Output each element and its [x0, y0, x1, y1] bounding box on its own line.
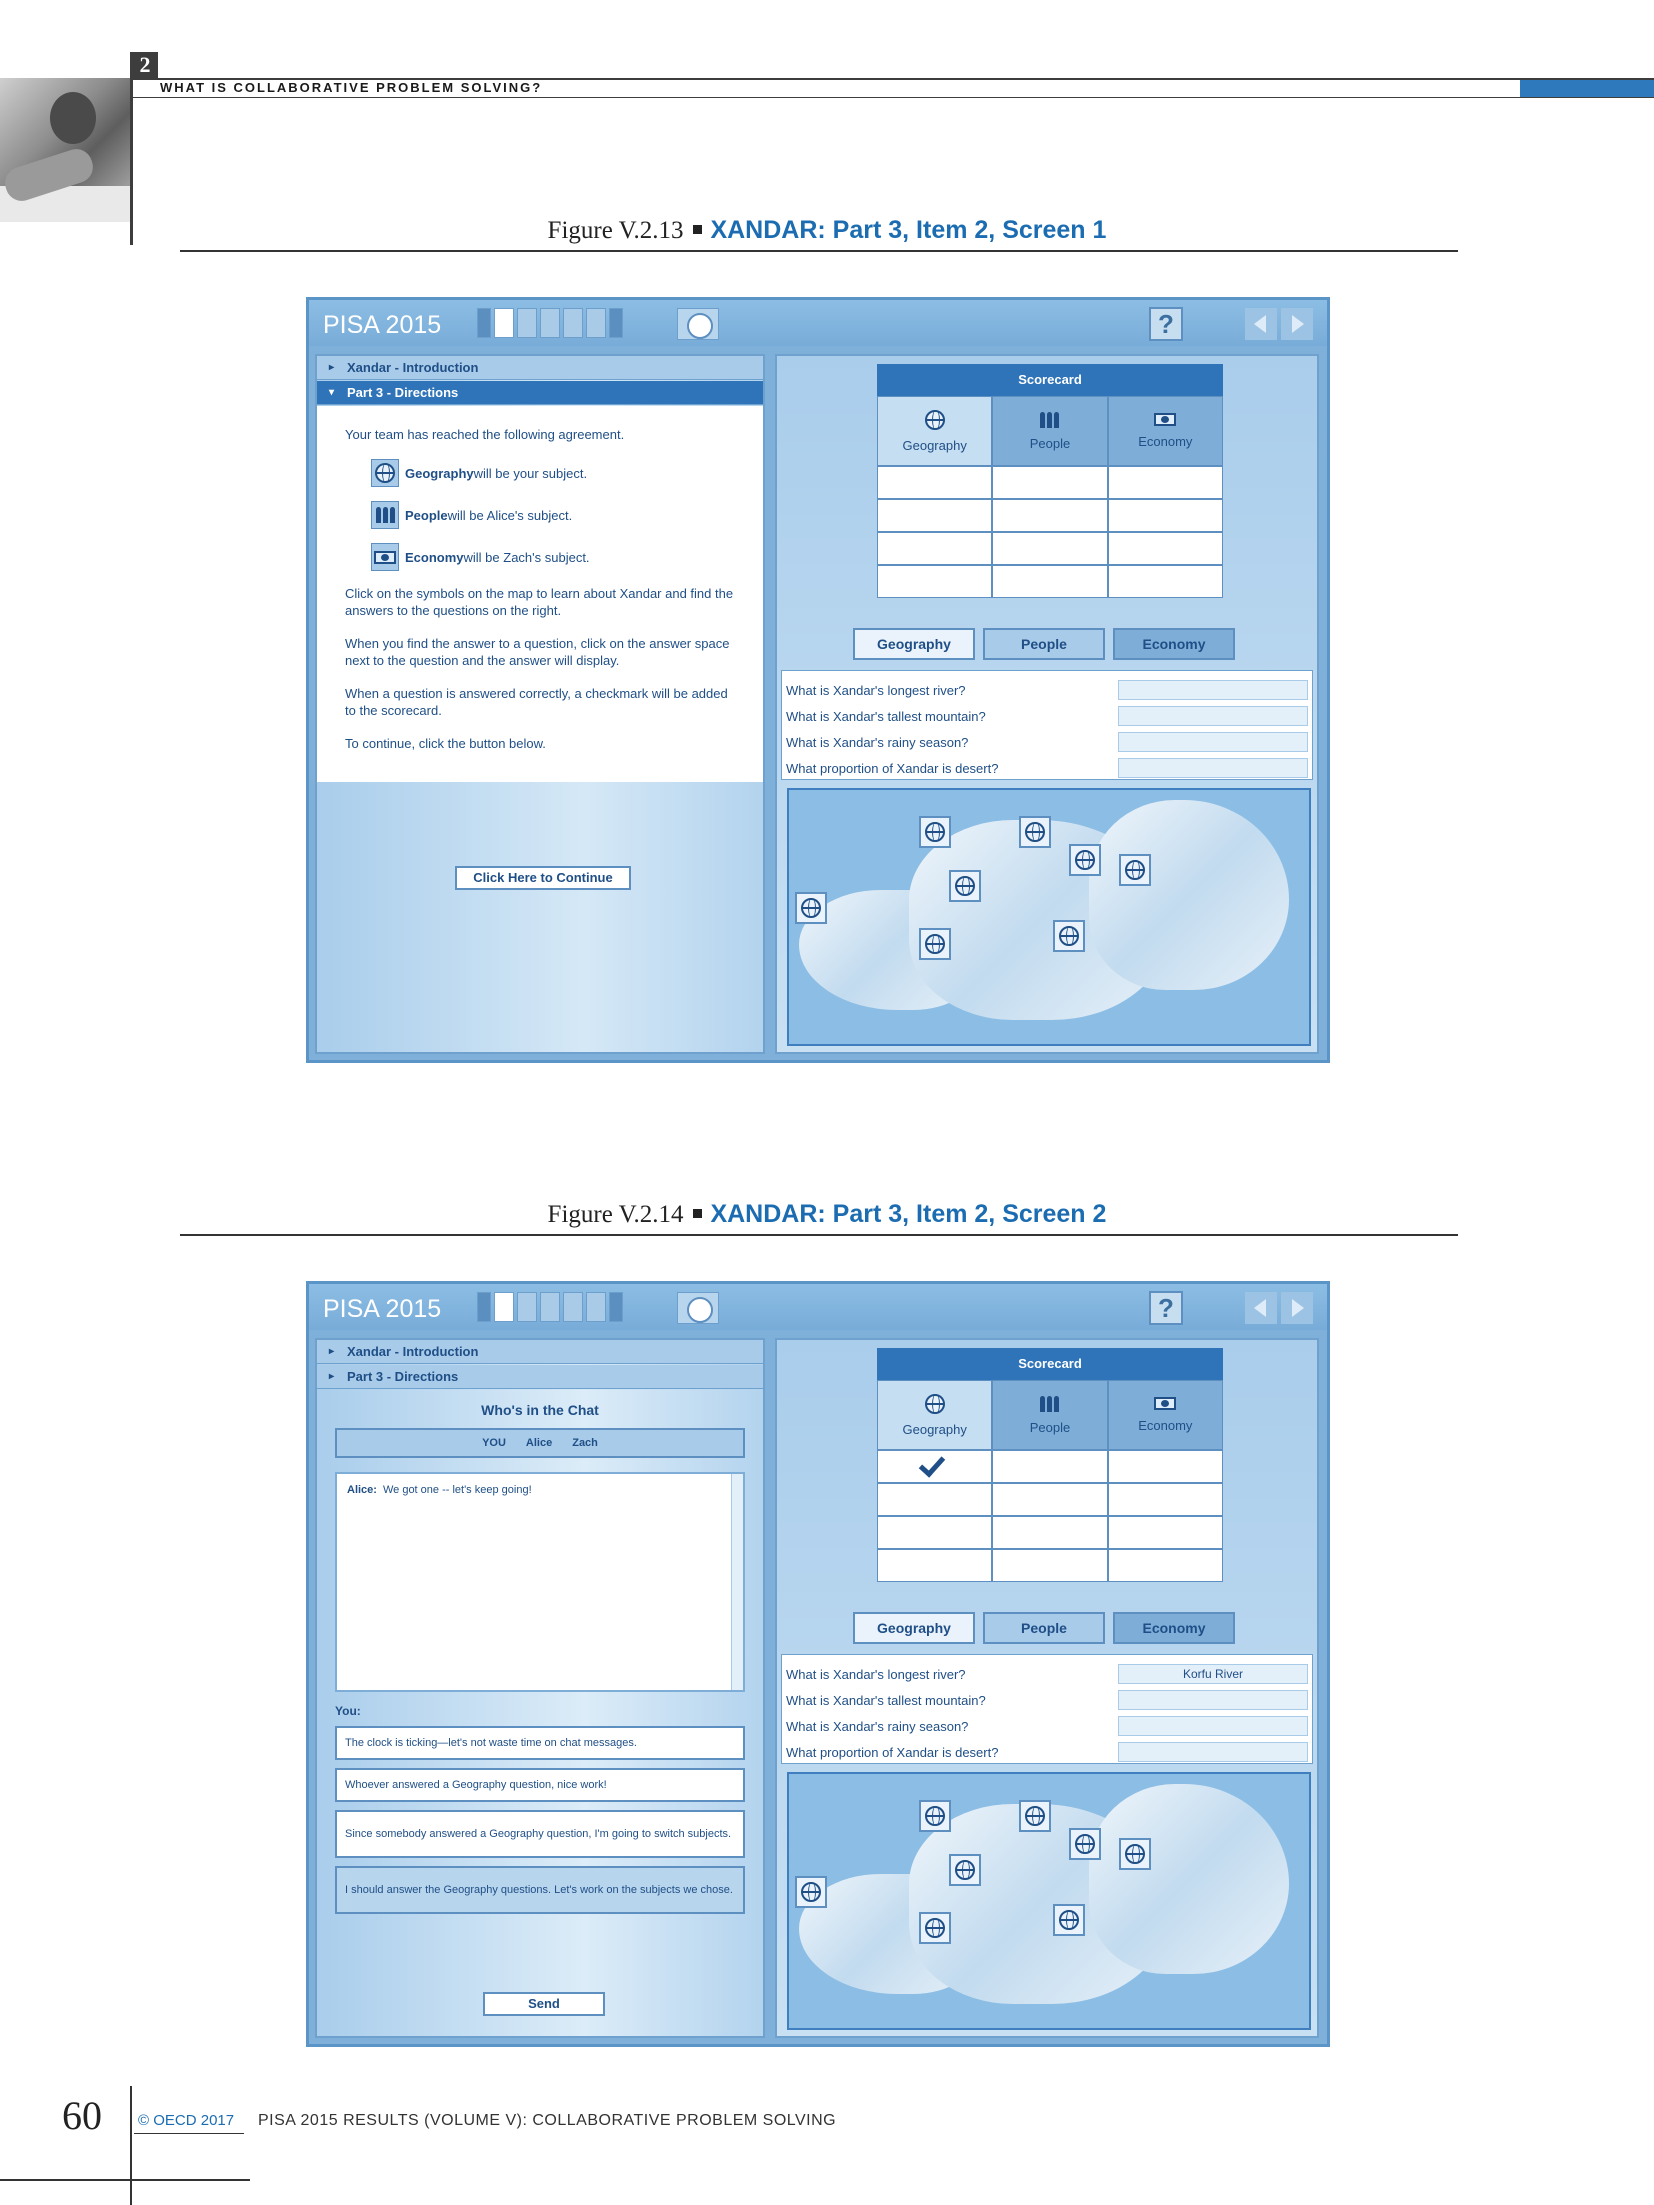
map-marker-globe-icon[interactable]	[1053, 1904, 1085, 1936]
chat-log	[335, 1472, 745, 1692]
map-marker-globe-icon[interactable]	[795, 1876, 827, 1908]
scorecard-title: Scorecard	[877, 364, 1223, 396]
chat-option[interactable]: Whoever answered a Geography question, nice work!	[335, 1768, 745, 1802]
footer-rule	[0, 2179, 250, 2181]
tab-geography[interactable]: Geography	[853, 628, 975, 660]
chat-option[interactable]: The clock is ticking—let's not waste time on chat messages.	[335, 1726, 745, 1760]
accordion-directions[interactable]: ▾ Part 3 - Directions	[317, 381, 763, 405]
answer-field[interactable]	[1118, 680, 1308, 700]
footer-vertical-rule	[130, 2086, 132, 2205]
map-marker-globe-icon[interactable]	[919, 928, 951, 960]
map-marker-globe-icon[interactable]	[1119, 854, 1151, 886]
map-marker-globe-icon[interactable]	[1069, 1828, 1101, 1860]
globe-icon	[925, 410, 945, 430]
map-marker-globe-icon[interactable]	[919, 1800, 951, 1832]
message-text: We got one -- let's keep going!	[382, 1484, 532, 1496]
header-accent-bar	[1520, 80, 1654, 97]
scorecard-geography: Geography	[877, 1380, 992, 1450]
tab-people[interactable]: People	[983, 628, 1105, 660]
instruction-text: Click on the symbols on the map to learn about Xandar and find the answers to the questions on the right.	[345, 586, 734, 618]
globe-icon	[371, 459, 399, 487]
answer-field[interactable]	[1118, 1742, 1308, 1762]
help-button[interactable]: ?	[1149, 1291, 1183, 1325]
progress-indicator	[477, 308, 623, 338]
instruction-text: To continue, click the button below.	[345, 736, 546, 751]
figure-title: XANDAR: Part 3, Item 2, Screen 1	[710, 216, 1107, 244]
you-label: You:	[335, 1704, 361, 1718]
send-button[interactable]: Send	[483, 1992, 605, 2016]
tab-economy[interactable]: Economy	[1113, 628, 1235, 660]
answer-field[interactable]	[1118, 758, 1308, 778]
question-row: What is Xandar's longest river? Korfu River	[786, 1661, 1308, 1687]
map-marker-globe-icon[interactable]	[795, 892, 827, 924]
message-sender: Alice:	[347, 1484, 377, 1496]
figure-number: Figure V.2.14	[547, 1201, 684, 1228]
xandar-map	[787, 1772, 1311, 2030]
tab-people[interactable]: People	[983, 1612, 1105, 1644]
help-button[interactable]: ?	[1149, 307, 1183, 341]
directions-panel	[317, 406, 763, 782]
screenshot-screen-2	[306, 1281, 1330, 2047]
app-toolbar	[309, 300, 1327, 346]
figure-title: XANDAR: Part 3, Item 2, Screen 2	[710, 1200, 1107, 1228]
scorecard	[877, 1348, 1223, 1582]
subject-people: People will be Alice's subject.	[371, 501, 735, 529]
continue-button[interactable]: Click Here to Continue	[455, 866, 631, 890]
accordion-introduction[interactable]: ▸ Xandar - Introduction	[317, 1340, 763, 1364]
clock-icon[interactable]	[677, 308, 719, 340]
progress-indicator	[477, 1292, 623, 1322]
copyright-text: © OECD 2017	[138, 2112, 235, 2129]
app-toolbar	[309, 1284, 1327, 1330]
instruction-text: When a question is answered correctly, a checkmark will be added to the scorecard.	[345, 686, 728, 718]
accordion-directions[interactable]: ▸ Part 3 - Directions	[317, 1365, 763, 1389]
left-pane	[315, 354, 765, 1054]
scorecard-geography: Geography	[877, 396, 992, 466]
app-title: PISA 2015	[323, 1295, 442, 1323]
question-row: What proportion of Xandar is desert?	[786, 1739, 1308, 1765]
xandar-map	[787, 788, 1311, 1046]
page-number: 60	[62, 2093, 102, 2138]
subject-tabs	[853, 1612, 1235, 1644]
question-row: What is Xandar's tallest mountain?	[786, 1687, 1308, 1713]
back-arrow-icon[interactable]	[1245, 308, 1277, 340]
chat-option-selected[interactable]: I should answer the Geography questions. Let's work on the subjects we chose.	[335, 1866, 745, 1914]
forward-arrow-icon[interactable]	[1281, 308, 1313, 340]
chapter-photo	[0, 78, 130, 222]
publication-title: PISA 2015 RESULTS (VOLUME V): COLLABORATIVE PROBLEM SOLVING	[258, 2112, 837, 2129]
app-title: PISA 2015	[323, 311, 442, 339]
scorecard	[877, 364, 1223, 598]
right-pane	[775, 354, 1319, 1054]
globe-icon	[925, 1394, 945, 1414]
answer-field[interactable]: Korfu River	[1118, 1664, 1308, 1684]
question-list	[781, 670, 1313, 780]
caption-rule	[180, 250, 1458, 252]
scorecard-people: People	[992, 1380, 1107, 1450]
question-row: What proportion of Xandar is desert?	[786, 755, 1308, 781]
answer-field[interactable]	[1118, 1690, 1308, 1710]
clock-icon[interactable]	[677, 1292, 719, 1324]
chat-option[interactable]: Since somebody answered a Geography question, I'm going to switch subjects.	[335, 1810, 745, 1858]
map-marker-globe-icon[interactable]	[1019, 816, 1051, 848]
caption-rule	[180, 1234, 1458, 1236]
footer-underline	[134, 2133, 244, 2134]
scorecard-economy: Economy	[1108, 396, 1223, 466]
question-row: What is Xandar's rainy season?	[786, 1713, 1308, 1739]
map-marker-globe-icon[interactable]	[949, 870, 981, 902]
scorecard-title: Scorecard	[877, 1348, 1223, 1380]
money-icon	[1154, 1397, 1176, 1410]
chat-scrollbar[interactable]	[731, 1474, 743, 1690]
instruction-text: When you find the answer to a question, click on the answer space next to the question and the answer will display.	[345, 636, 730, 668]
chat-participants: YOU Alice Zach	[335, 1428, 745, 1458]
chapter-title: WHAT IS COLLABORATIVE PROBLEM SOLVING?	[160, 80, 543, 95]
right-pane	[775, 1338, 1319, 2038]
question-row: What is Xandar's tallest mountain?	[786, 703, 1308, 729]
scorecard-grid	[877, 466, 1223, 598]
left-pane	[315, 1338, 765, 2038]
figure-number: Figure V.2.13	[547, 217, 684, 244]
tab-geography[interactable]: Geography	[853, 1612, 975, 1644]
people-icon	[1040, 412, 1059, 428]
question-row: What is Xandar's longest river?	[786, 677, 1308, 703]
back-arrow-icon[interactable]	[1245, 1292, 1277, 1324]
answer-field[interactable]	[1118, 732, 1308, 752]
subject-economy: Economy will be Zach's subject.	[371, 543, 735, 571]
chat-title: Who's in the Chat	[481, 1402, 599, 1418]
map-marker-globe-icon[interactable]	[1069, 844, 1101, 876]
question-row: What is Xandar's rainy season?	[786, 729, 1308, 755]
people-icon	[1040, 1396, 1059, 1412]
forward-arrow-icon[interactable]	[1281, 1292, 1313, 1324]
map-marker-globe-icon[interactable]	[919, 816, 951, 848]
chapter-number: 2	[132, 52, 158, 78]
subject-tabs	[853, 628, 1235, 660]
answer-field[interactable]	[1118, 706, 1308, 726]
figure-caption-1	[0, 216, 1654, 245]
money-icon	[371, 543, 399, 571]
chat-panel	[317, 1390, 763, 2036]
scorecard-economy: Economy	[1108, 1380, 1223, 1450]
scorecard-people: People	[992, 396, 1107, 466]
caption-bullet	[693, 225, 702, 234]
answer-field[interactable]	[1118, 1716, 1308, 1736]
map-marker-globe-icon[interactable]	[1053, 920, 1085, 952]
scorecard-grid	[877, 1450, 1223, 1582]
agreement-text: Your team has reached the following agreement.	[345, 427, 625, 442]
screenshot-screen-1	[306, 297, 1330, 1063]
caption-bullet	[693, 1209, 702, 1218]
figure-caption-2	[0, 1200, 1654, 1229]
tab-economy[interactable]: Economy	[1113, 1612, 1235, 1644]
question-list	[781, 1654, 1313, 1764]
money-icon	[1154, 413, 1176, 426]
map-marker-globe-icon[interactable]	[949, 1854, 981, 1886]
accordion-introduction[interactable]: ▸ Xandar - Introduction	[317, 356, 763, 380]
map-marker-globe-icon[interactable]	[919, 1912, 951, 1944]
map-marker-globe-icon[interactable]	[1119, 1838, 1151, 1870]
people-icon	[371, 501, 399, 529]
header-rule-bottom	[130, 97, 1654, 98]
checkmark-icon	[919, 1450, 945, 1477]
subject-geography: Geography will be your subject.	[371, 459, 735, 487]
map-marker-globe-icon[interactable]	[1019, 1800, 1051, 1832]
